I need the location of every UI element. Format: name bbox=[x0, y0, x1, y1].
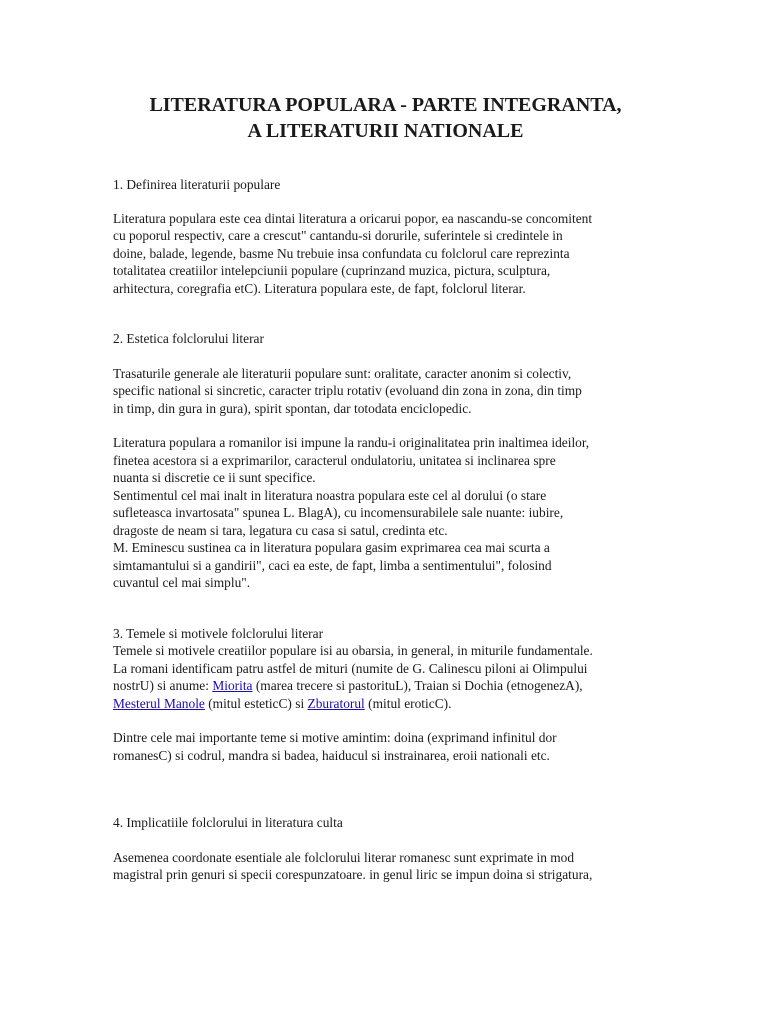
text-line: cu poporul respectiv, care a crescut" cantandu-si dorurile, suferintele si credintele in bbox=[113, 228, 563, 243]
text-line: cuvantul cel mai simplu". bbox=[113, 575, 251, 590]
link-miorita[interactable]: Miorita bbox=[212, 678, 253, 693]
text-line: arhitectura, coregrafia etC). Literatura populara este, de fapt, folclorul literar. bbox=[113, 280, 526, 296]
section-3-paragraph-2 bbox=[113, 729, 658, 764]
section-2-paragraph-2 bbox=[113, 434, 658, 592]
text-line: simtamantului si a gandirii", caci ea este, de fapt, limba a sentimentului", folosind bbox=[113, 557, 552, 573]
section-4-heading: 4. Implicatiile folclorului in literatura culta bbox=[113, 815, 343, 830]
text-line: romanesC) si codrul, mandra si badea, haiducul si instrainarea, eroii nationali etc. bbox=[113, 747, 550, 763]
text-fragment: nostrU) si anume: bbox=[113, 678, 213, 693]
section-1-heading: 1. Definirea literaturii populare bbox=[113, 177, 281, 192]
title-line-2: A LITERATURII NATIONALE bbox=[247, 120, 524, 142]
title-line-1: LITERATURA POPULARA - PARTE INTEGRANTA, bbox=[149, 94, 622, 116]
text-line: Literatura populara este cea dintai literatura a oricarui popor, ea nascandu-se concomitent bbox=[113, 210, 593, 226]
text-fragment: (mitul eroticC). bbox=[364, 695, 452, 711]
text-line: dragoste de neam si tara, legatura cu casa si satul, credinta etc. bbox=[113, 522, 448, 538]
text-line: La romani identificam patru astfel de mituri (numite de G. Calinescu piloni ai Olimpului bbox=[113, 660, 588, 676]
text-line: Literatura populara a romanilor isi impune la randu-i originalitatea prin inaltimea ideilor, bbox=[113, 435, 590, 450]
section-1-paragraph-1 bbox=[113, 210, 658, 298]
link-mesterul-manole[interactable]: Mesterul Manole bbox=[113, 695, 205, 711]
text-line: sufleteasca invartosata" spunea L. BlagA), cu incomensurabilele sale nuante: iubire, bbox=[113, 505, 564, 520]
text-line: magistral prin genuri si specii corespunzatoare. in genul liric se impun doina si strigatura, bbox=[113, 867, 593, 882]
text-fragment: (marea trecere si pastorituL), Traian si Dochia (etnogenezA), bbox=[252, 678, 583, 693]
section-2-paragraph-1 bbox=[113, 365, 658, 418]
text-line: in timp, din gura in gura), spirit spontan, dar totodata enciclopedic. bbox=[113, 400, 472, 416]
text-line: Trasaturile generale ale literaturii populare sunt: oralitate, caracter anonim si colectiv, bbox=[113, 365, 572, 381]
text-line: specific national si sincretic, caracter triplu rotativ (evoluand din zona in zona, din timp bbox=[113, 383, 582, 398]
text-line: finetea acestora si a exprimarilor, caracterul ondulatoriu, unitatea si inclinarea spre bbox=[113, 452, 556, 468]
section-4-paragraph-1 bbox=[113, 849, 658, 884]
text-line: Sentimentul cel mai inalt in literatura noastra populara este cel al dorului (o stare bbox=[113, 487, 547, 503]
section-3-paragraph-1 bbox=[113, 642, 658, 712]
section-2-heading: 2. Estetica folclorului literar bbox=[113, 331, 264, 346]
text-line: Asemenea coordonate esentiale ale folclorului literar romanesc sunt exprimate in mod bbox=[113, 849, 575, 865]
text-line: doine, balade, legende, basme Nu trebuie insa confundata cu folclorul care reprezinta bbox=[113, 245, 570, 261]
text-line: nuanta si discretie ce ii sunt specifice. bbox=[113, 470, 316, 485]
link-zburatorul[interactable]: Zburatorul bbox=[307, 695, 365, 711]
document-title bbox=[113, 92, 658, 144]
section-3-heading: 3. Temele si motivele folclorului literar bbox=[113, 625, 324, 641]
text-fragment: (mitul esteticC) si bbox=[204, 695, 308, 711]
text-line: totalitatea creatiilor intelepciunii populare (cuprinzand muzica, pictura, sculptura, bbox=[113, 263, 551, 278]
text-line: Temele si motivele creatiilor populare isi au obarsia, in general, in miturile fundamentale. bbox=[113, 643, 593, 658]
text-line-with-links bbox=[113, 695, 658, 713]
text-line: M. Eminescu sustinea ca in literatura populara gasim exprimarea cea mai scurta a bbox=[113, 540, 550, 555]
document-page bbox=[113, 92, 658, 884]
text-line: Dintre cele mai importante teme si motive amintim: doina (exprimand infinitul dor bbox=[113, 730, 557, 745]
text-line-with-link bbox=[113, 677, 658, 695]
